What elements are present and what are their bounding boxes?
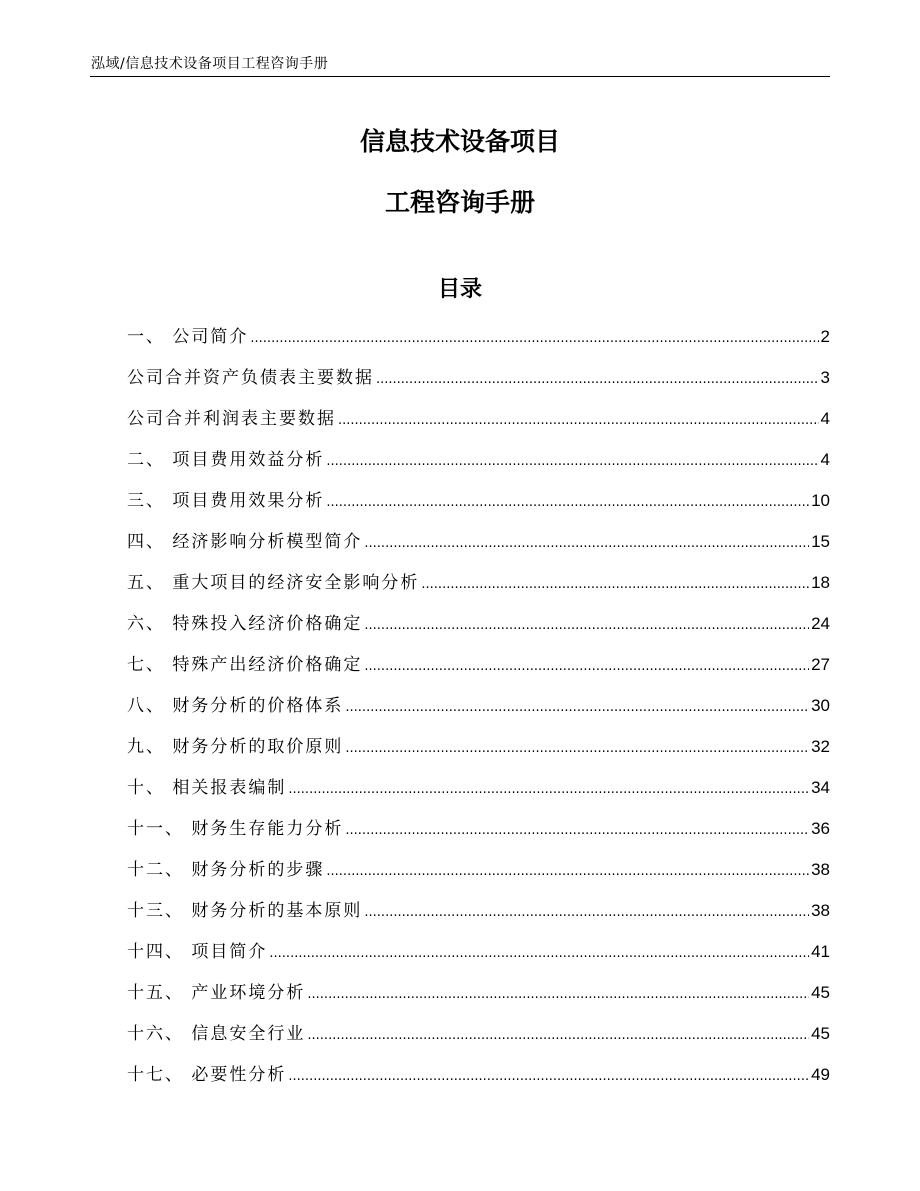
header-rule xyxy=(90,76,830,77)
toc-entry-page: 36 xyxy=(811,819,830,838)
toc-entry-page: 32 xyxy=(811,737,830,756)
toc-leader-dots xyxy=(364,651,809,683)
toc-entry[interactable] xyxy=(127,854,830,895)
toc-entry[interactable] xyxy=(127,362,830,403)
toc-leader-dots xyxy=(345,733,809,765)
toc-entry[interactable] xyxy=(127,1059,830,1100)
toc-entry-label: 八、 财务分析的价格体系 xyxy=(127,696,344,716)
toc-entry-page: 2 xyxy=(820,327,830,346)
toc-entry-label: 七、 特殊产出经济价格确定 xyxy=(127,655,363,675)
toc-entry-page: 15 xyxy=(811,532,830,551)
toc-entry-label: 四、 经济影响分析模型简介 xyxy=(127,532,363,552)
toc-entry[interactable] xyxy=(127,485,830,526)
toc-entry[interactable] xyxy=(127,731,830,772)
toc-leader-dots xyxy=(326,487,809,519)
toc-entry-label: 十四、 项目简介 xyxy=(127,942,268,962)
toc-leader-dots xyxy=(364,528,809,560)
running-header: 泓域/信息技术设备项目工程咨询手册 xyxy=(91,56,329,72)
toc-entry-label: 公司合并利润表主要数据 xyxy=(127,409,336,429)
toc-entry-label: 十、 相关报表编制 xyxy=(127,778,287,798)
toc-entry-page: 49 xyxy=(811,1065,830,1084)
toc-leader-dots xyxy=(376,364,819,396)
toc-leader-dots xyxy=(307,1020,809,1052)
document-title: 信息技术设备项目 xyxy=(359,127,560,156)
toc-entry-page: 4 xyxy=(820,409,830,428)
toc-entry-page: 10 xyxy=(811,491,830,510)
toc-entry[interactable] xyxy=(127,936,830,977)
toc-entry-label: 九、 财务分析的取价原则 xyxy=(127,737,344,757)
toc-entry-page: 38 xyxy=(811,901,830,920)
toc-entry[interactable] xyxy=(127,772,830,813)
toc-leader-dots xyxy=(345,692,809,724)
toc-entry-page: 38 xyxy=(811,860,830,879)
toc-entry-page: 30 xyxy=(811,696,830,715)
toc-entry-label: 十三、 财务分析的基本原则 xyxy=(127,901,363,921)
toc-leader-dots xyxy=(307,979,809,1011)
toc-entry-label: 五、 重大项目的经济安全影响分析 xyxy=(127,573,420,593)
toc-entry-page: 4 xyxy=(820,450,830,469)
toc-entry[interactable] xyxy=(127,403,830,444)
toc-entry-page: 3 xyxy=(820,368,830,387)
toc-entry[interactable] xyxy=(127,321,830,362)
toc-entry-label: 二、 项目费用效益分析 xyxy=(127,450,325,470)
toc-entry[interactable] xyxy=(127,608,830,649)
toc-entry-page: 41 xyxy=(811,942,830,961)
toc-entry-label: 十一、 财务生存能力分析 xyxy=(127,819,344,839)
toc-leader-dots xyxy=(326,856,809,888)
toc-entry-page: 45 xyxy=(811,1024,830,1043)
toc-entry-label: 三、 项目费用效果分析 xyxy=(127,491,325,511)
toc-heading: 目录 xyxy=(437,277,482,302)
toc-leader-dots xyxy=(288,774,809,806)
toc-entry-label: 公司合并资产负债表主要数据 xyxy=(127,368,374,388)
toc-entry[interactable] xyxy=(127,977,830,1018)
toc-leader-dots xyxy=(364,610,809,642)
toc-leader-dots xyxy=(288,1061,809,1093)
toc-entry[interactable] xyxy=(127,526,830,567)
toc-entry-label: 十二、 财务分析的步骤 xyxy=(127,860,325,880)
toc-entry[interactable] xyxy=(127,649,830,690)
table-of-contents xyxy=(127,321,830,1100)
toc-entry-page: 45 xyxy=(811,983,830,1002)
toc-entry[interactable] xyxy=(127,444,830,485)
toc-entry-label: 十六、 信息安全行业 xyxy=(127,1024,306,1044)
toc-entry[interactable] xyxy=(127,1018,830,1059)
toc-entry[interactable] xyxy=(127,690,830,731)
document-subtitle: 工程咨询手册 xyxy=(384,188,535,217)
toc-entry[interactable] xyxy=(127,567,830,608)
toc-entry[interactable] xyxy=(127,895,830,936)
toc-entry-page: 24 xyxy=(811,614,830,633)
toc-leader-dots xyxy=(345,815,809,847)
toc-entry-label: 一、 公司简介 xyxy=(127,327,249,347)
toc-leader-dots xyxy=(338,405,819,437)
toc-entry-page: 18 xyxy=(811,573,830,592)
toc-entry-label: 十七、 必要性分析 xyxy=(127,1065,287,1085)
toc-entry-page: 34 xyxy=(811,778,830,797)
toc-entry[interactable] xyxy=(127,813,830,854)
toc-entry-page: 27 xyxy=(811,655,830,674)
toc-leader-dots xyxy=(326,446,818,478)
toc-leader-dots xyxy=(250,323,818,355)
toc-entry-label: 六、 特殊投入经济价格确定 xyxy=(127,614,363,634)
toc-leader-dots xyxy=(364,897,809,929)
toc-leader-dots xyxy=(269,938,809,970)
toc-leader-dots xyxy=(421,569,809,601)
toc-entry-label: 十五、 产业环境分析 xyxy=(127,983,306,1003)
